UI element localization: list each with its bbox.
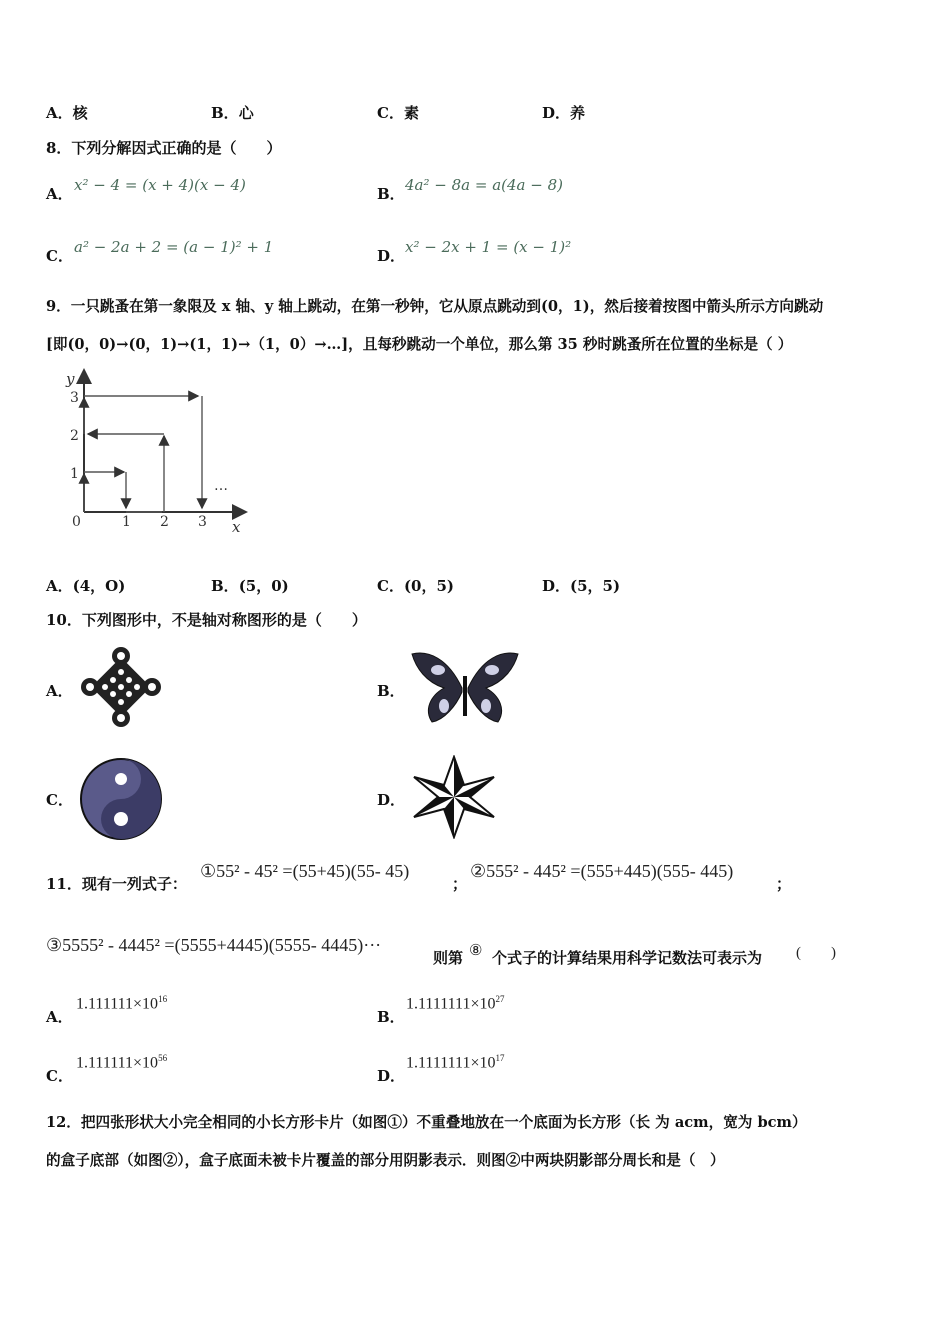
- x-tick-3: 3: [198, 514, 207, 530]
- exponent: 27: [495, 994, 505, 1004]
- q11-stem: 11．现有一列式子：: [46, 875, 187, 893]
- q11-tail-2: 个式子的计算结果用科学记数法可表示为: [492, 949, 763, 967]
- mantissa: 1.111111×10: [76, 995, 159, 1013]
- option-text: (5，5): [570, 577, 621, 595]
- q11-separator-2: ；: [776, 875, 792, 893]
- q11-formula-3: ③5555² - 4445² =(5555+4445)(5555- 4445)···: [46, 935, 382, 955]
- q8-option-c-expr: a² − 2a + 2 = (a − 1)² + 1: [74, 238, 274, 256]
- continuation-dots: …: [214, 478, 228, 494]
- q11-option-c-value: [76, 1053, 167, 1072]
- x-tick-2: 2: [160, 514, 169, 530]
- x-axis-label: x: [232, 518, 241, 536]
- option-text: 核: [72, 104, 88, 122]
- q10-option-a-label: A．: [46, 682, 73, 700]
- exponent: 56: [158, 1053, 168, 1063]
- y-axis-label: y: [66, 370, 75, 388]
- q7-option-a: [46, 102, 88, 123]
- q8-option-d-label: D．: [377, 247, 406, 265]
- q9-option-a: [46, 575, 125, 596]
- q8-stem: 8．下列分解因式正确的是（ ）: [46, 139, 282, 157]
- option-label: A．: [46, 104, 73, 122]
- butterfly-figure: [408, 648, 522, 728]
- q12-stem-line1: 12．把四张形状大小完全相同的小长方形卡片（如图①）不重叠地放在一个底面为长方形（长 为 acm，宽为 bcm）: [46, 1114, 807, 1131]
- q11-formula-2: ②555² - 445² =(555+445)(555- 445): [470, 861, 734, 881]
- q8-option-d-expr: x² − 2x + 1 = (x − 1)²: [405, 238, 572, 256]
- q11-separator-1: ；: [452, 875, 468, 893]
- q10-option-d-label: D．: [377, 791, 406, 809]
- chinese-knot-figure: [78, 644, 164, 730]
- option-text: 养: [570, 104, 586, 122]
- q9-coordinate-figure: [56, 366, 256, 538]
- exponent: 17: [495, 1053, 505, 1063]
- option-label: B．: [211, 104, 239, 122]
- q9-stem-line2: [即(0，0)→(0，1)→(1，1)→（1，0）→…]，且每秒跳动一个单位，那么第 35 秒时跳蚤所在位置的坐标是（ ）: [46, 336, 793, 353]
- y-tick-2: 2: [70, 428, 79, 444]
- option-label: B．: [211, 577, 239, 595]
- q8-option-b-label: B．: [377, 185, 405, 203]
- q11-circled-8: ⑧: [469, 943, 483, 959]
- q8-option-b-expr: 4a² − 8a = a(4a − 8): [405, 176, 563, 194]
- mantissa: 1.1111111×10: [406, 995, 496, 1013]
- option-text: (4，O): [72, 577, 126, 595]
- q7-option-d: [542, 102, 585, 123]
- origin-label: 0: [72, 514, 81, 530]
- q11-option-b-label: B．: [377, 1008, 405, 1026]
- y-tick-1: 1: [70, 466, 79, 482]
- option-label: C．: [377, 104, 404, 122]
- q9-option-c: [377, 575, 454, 596]
- q9-option-d: [542, 575, 620, 596]
- option-label: A．: [46, 577, 73, 595]
- q11-option-d-value: [406, 1053, 504, 1072]
- q11-option-d-label: D．: [377, 1067, 406, 1085]
- q10-stem: 10．下列图形中，不是轴对称图形的是（ ）: [46, 611, 367, 629]
- eight-point-star-figure: [412, 755, 496, 839]
- q9-stem-line1: 9．一只跳蚤在第一象限及 x 轴、y 轴上跳动，在第一秒钟，它从原点跳动到(0，1)，然后接着按图中箭头所示方向跳动: [46, 298, 824, 315]
- x-tick-1: 1: [122, 514, 131, 530]
- exponent: 16: [158, 994, 168, 1004]
- mantissa: 1.1111111×10: [406, 1054, 496, 1072]
- q12-stem-line2: 的盒子底部（如图②），盒子底面未被卡片覆盖的部分用阴影表示．则图②中两块阴影部分周长和是（ ）: [46, 1152, 725, 1169]
- q11-option-a-label: A．: [46, 1008, 73, 1026]
- y-tick-3: 3: [70, 390, 79, 406]
- q7-option-b: [211, 102, 254, 123]
- q10-option-b-label: B．: [377, 682, 405, 700]
- q11-option-a-value: [76, 994, 167, 1013]
- option-label: C．: [377, 577, 404, 595]
- q11-option-b-value: [406, 994, 504, 1013]
- q8-option-c-label: C．: [46, 247, 73, 265]
- q8-option-a-label: A．: [46, 185, 73, 203]
- q11-answer-paren: ( ): [796, 945, 836, 961]
- option-label: D．: [542, 104, 571, 122]
- option-text: (5，0): [238, 577, 289, 595]
- q10-option-c-label: C．: [46, 791, 73, 809]
- q11-tail-1: 则第: [433, 949, 464, 967]
- q11-option-c-label: C．: [46, 1067, 73, 1085]
- option-label: D．: [542, 577, 571, 595]
- option-text: (0，5): [403, 577, 455, 595]
- option-text: 素: [403, 104, 419, 122]
- option-text: 心: [238, 104, 254, 122]
- mantissa: 1.111111×10: [76, 1054, 159, 1072]
- q8-option-a-expr: x² − 4 = (x + 4)(x − 4): [74, 176, 246, 194]
- q11-formula-1: ①55² - 45² =(55+45)(55- 45): [200, 861, 410, 881]
- q9-option-b: [211, 575, 289, 596]
- yin-yang-figure: [79, 757, 163, 841]
- q7-option-c: [377, 102, 419, 123]
